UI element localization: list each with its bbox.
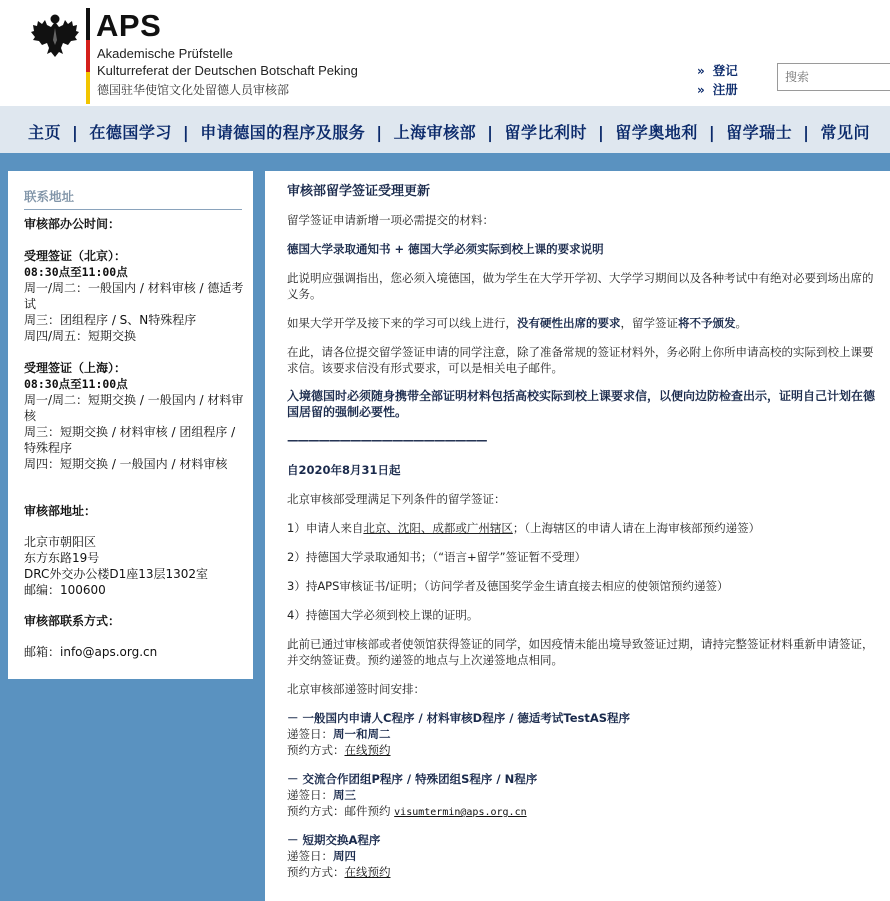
beijing-visa-time: 08:30点至11:00点 — [24, 265, 128, 279]
nav-item-belgium[interactable]: 留学比利时 — [504, 123, 587, 142]
online-booking-link[interactable]: 在线预约 — [344, 865, 391, 879]
site-header — [0, 0, 890, 106]
paragraph: 此前已通过审核部或者使领馆获得签证的同学，如因疫情未能出境导致签证过期，请持完整签证材料重新申请签证，并交纳签证费。预约递签的地点与上次递签地点相同。 — [287, 637, 874, 667]
condition-item: 3）持APS审核证书/证明；（访问学者及德国奖学金生请直接去相应的使领馆预约递签） — [287, 579, 729, 593]
main-content — [265, 171, 890, 901]
nav-separator: | — [708, 123, 716, 142]
schedule-day — [287, 787, 877, 803]
nav-separator: | — [487, 123, 494, 142]
day-label: 递签日： — [287, 849, 333, 863]
shanghai-schedule-line: 周一/周二：短期交换 / 一般国内 / 材料审核 — [24, 393, 244, 423]
text-emphasis: 将不予颁发 — [678, 316, 736, 330]
text-run: ；（上海辖区的申请人请在上海审核部预约递签） — [512, 521, 761, 535]
method-label: 预约方式： — [287, 743, 345, 757]
condition-item: 2）持德国大学录取通知书；（“语言+留学”签证暂不受理） — [287, 550, 587, 564]
schedule-group-title: － 交流合作团组P程序 / 特殊团组S程序 / N程序 — [287, 772, 538, 786]
text-run: 。 — [735, 316, 747, 330]
main-navigation — [0, 106, 890, 153]
login-link[interactable] — [697, 61, 738, 79]
chevron-right-icon: » — [697, 64, 705, 78]
schedule-method — [287, 803, 877, 821]
paragraph: 北京审核部受理满足下列条件的留学签证： — [287, 492, 506, 506]
nav-separator: | — [182, 123, 190, 142]
schedule-day — [287, 848, 877, 864]
beijing-schedule-line: 周四/周五：短期交换 — [24, 329, 137, 343]
address-line: 北京市朝阳区 — [24, 535, 97, 549]
day-label: 递签日： — [287, 788, 333, 802]
shanghai-schedule-line: 周三：短期交换 / 材料审核 / 团组程序 / 特殊程序 — [24, 425, 236, 455]
flag-bar-red — [86, 40, 90, 72]
beijing-visa-heading: 受理签证（北京）： — [24, 249, 127, 263]
schedule-method — [287, 864, 877, 880]
contact-sidebar — [8, 171, 253, 679]
federal-eagle-logo — [30, 10, 80, 58]
day-value: 周一和周二 — [333, 727, 391, 741]
method-text: 邮件预约 — [344, 804, 395, 818]
nav-item-home[interactable]: 主页 — [28, 123, 62, 142]
booking-email-link[interactable]: visumtermin@aps.org.cn — [394, 807, 527, 818]
brand-line-3: 德国驻华使馆文化处留德人员审核部 — [97, 83, 290, 97]
sidebar-title: 联系地址 — [24, 187, 242, 210]
day-value: 周三 — [333, 788, 356, 802]
search-input[interactable] — [777, 63, 890, 91]
method-label: 预约方式： — [287, 865, 345, 879]
method-label: 预约方式： — [287, 804, 345, 818]
schedule-method — [287, 742, 877, 758]
nav-separator: | — [72, 123, 79, 142]
paragraph: 留学签证申请新增一项必需提交的材料： — [287, 213, 494, 227]
nav-item-austria[interactable]: 留学奥地利 — [615, 123, 698, 142]
contact-heading: 审核部联系方式： — [24, 614, 121, 628]
schedule-day — [287, 726, 877, 742]
register-label: 注册 — [712, 82, 738, 97]
text-run: 如果大学开学及接下来的学习可以线上进行， — [287, 316, 517, 330]
paragraph-emphasis: 入境德国时必须随身携带全部证明材料包括高校实际到校上课要求信，以便向边防检查出示，证明自己计划在德国居留的强制必要性。 — [287, 389, 876, 419]
shanghai-visa-time: 08:30点至11:00点 — [24, 377, 128, 391]
schedule-group-title: － 一般国内申请人C程序 / 材料审核D程序 / 德适考试TestAS程序 — [287, 711, 631, 725]
date-heading: 自2020年8月31日起 — [287, 463, 401, 477]
divider: ——————————————————— — [287, 433, 487, 447]
login-label: 登记 — [712, 63, 738, 78]
page-title: 审核部留学签证受理更新 — [287, 184, 431, 199]
register-link[interactable] — [697, 80, 738, 98]
day-value: 周四 — [333, 849, 356, 863]
paragraph — [287, 315, 877, 331]
nav-item-study-in-germany[interactable]: 在德国学习 — [89, 123, 172, 142]
address-line: 邮编：100600 — [24, 583, 106, 597]
nav-separator: | — [597, 123, 605, 142]
chevron-right-icon: » — [697, 83, 705, 97]
brand-line-2: Kulturreferat der Deutschen Botschaft Peking — [97, 63, 358, 78]
nav-item-switzerland[interactable]: 留学瑞士 — [726, 123, 793, 142]
nav-item-faq[interactable]: 常见问 — [820, 123, 871, 142]
nav-separator: | — [376, 123, 383, 142]
address-line: 东方东路19号 — [24, 551, 100, 565]
site-logo-title[interactable]: APS — [96, 8, 162, 43]
address-line: DRC外交办公楼D1座13层1302室 — [24, 567, 209, 581]
online-booking-link[interactable]: 在线预约 — [344, 743, 391, 757]
condition-item — [287, 520, 877, 536]
nav-item-shanghai-office[interactable]: 上海审核部 — [393, 123, 477, 142]
day-label: 递签日： — [287, 727, 333, 741]
paragraph-emphasis: 德国大学录取通知书 + 德国大学必须实际到校上课的要求说明 — [287, 242, 604, 256]
flag-bar-gold — [86, 72, 90, 104]
contact-email: 邮箱：info@aps.org.cn — [24, 645, 158, 659]
schedule-group-title: － 短期交换A程序 — [287, 833, 381, 847]
paragraph: 此说明应强调指出，您必须入境德国，做为学生在大学开学初、大学学习期间以及各种考试中有绝对必要到场出席的义务。 — [287, 271, 874, 301]
nav-item-application-procedures[interactable]: 申请德国的程序及服务 — [200, 123, 366, 142]
brand-line-1: Akademische Prüfstelle — [97, 46, 233, 61]
beijing-schedule-line: 周三：团组程序 / S、N特殊程序 — [24, 313, 197, 327]
text-underlined: 北京、沈阳、成都或广州辖区 — [363, 521, 513, 535]
address-heading: 审核部地址： — [24, 504, 97, 518]
schedule-heading: 北京审核部递签时间安排： — [287, 682, 425, 696]
beijing-schedule-line: 周一/周二：一般国内 / 材料审核 / 德适考试 — [24, 281, 244, 311]
shanghai-schedule-line: 周四：短期交换 / 一般国内 / 材料审核 — [24, 457, 228, 471]
text-emphasis: 没有硬性出席的要求 — [517, 316, 621, 330]
shanghai-visa-heading: 受理签证（上海）： — [24, 361, 127, 375]
paragraph: 在此，请各位提交留学签证申请的同学注意，除了准备常规的签证材料外，务必附上你所申请高校的实际到校上课要求信。该要求信没有形式要求，可以是相关电子邮件。 — [287, 345, 874, 375]
office-hours-heading: 审核部办公时间： — [24, 217, 121, 231]
text-run: 1）申请人来自 — [287, 521, 364, 535]
condition-item: 4）持德国大学必须到校上课的证明。 — [287, 608, 479, 622]
nav-separator: | — [803, 123, 810, 142]
text-run: ，留学签证 — [620, 316, 678, 330]
